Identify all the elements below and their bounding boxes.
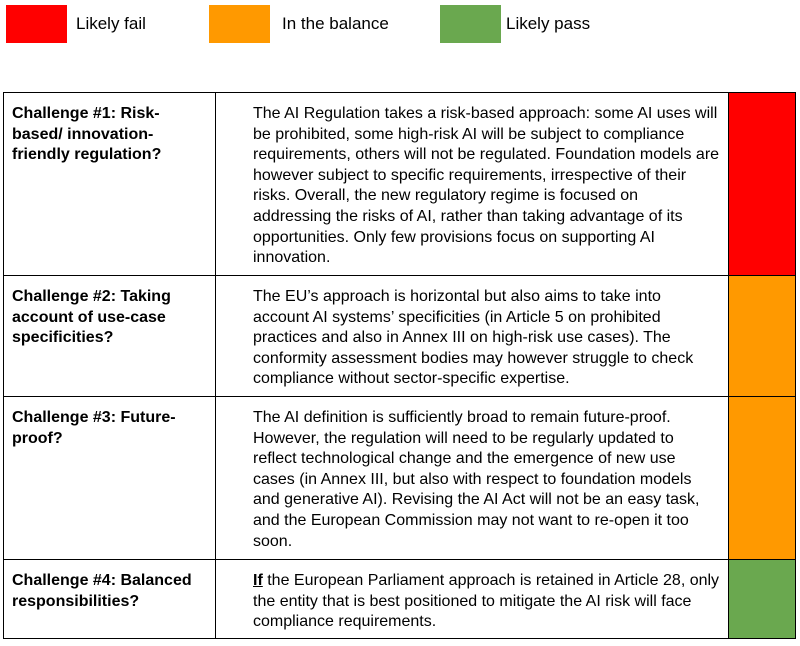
table-row	[4, 560, 796, 639]
table-row	[4, 93, 796, 276]
challenge-cell	[4, 93, 216, 276]
description-cell	[216, 93, 729, 276]
legend-label-in-the-balance: In the balance	[282, 14, 389, 33]
rating-cell	[729, 560, 796, 639]
challenge-cell	[4, 397, 216, 560]
description-cell	[216, 276, 729, 397]
challenge-title: Challenge #2: Taking account of use-case specificities?	[12, 288, 171, 346]
challenge-description: The EU’s approach is horizontal but also aims to take into account AI systems’ specificities (in Article 5 on prohibited practices and also in Annex III on high-risk use cases). The conformity assessment bodies may however struggle to check compliance without sector-specific expertise.	[253, 288, 694, 388]
challenge-title: Challenge #1: Risk-based/ innovation-friendly regulation?	[12, 105, 162, 163]
table-row	[4, 276, 796, 397]
legend-label-likely-fail: Likely fail	[76, 14, 146, 33]
rating-cell	[729, 93, 796, 276]
description-body: the European Parliament approach is retained in Article 28, only the entity that is best positioned to mitigate the AI risk will face compliance requirements.	[253, 572, 720, 631]
assessment-table	[3, 92, 796, 639]
challenge-description: The AI Regulation takes a risk-based approach: some AI uses will be prohibited, some high-risk AI will be subject to compliance requirements, others will not be regulated. Foundation models are however subject to specific requirements, irrespective of their risks. Overall, the new regulatory regime is focused on addressing the risks of AI, rather than taking advantage of its opportunities. Only few provisions focus on supporting AI innovation.	[253, 105, 720, 267]
challenge-cell	[4, 560, 216, 639]
legend	[0, 0, 800, 50]
rating-cell	[729, 276, 796, 397]
legend-swatch-in-the-balance	[209, 5, 270, 43]
challenge-description: The AI definition is sufficiently broad to remain future-proof. However, the regulation will need to be regularly updated to reflect technological change and the emergence of new use cases (in Annex III, but also with respect to foundation models and generative AI). Revising the AI Act will not be an easy task, and the European Commission may not want to re-open it too soon.	[253, 409, 700, 550]
table-row	[4, 397, 796, 560]
description-cell	[216, 397, 729, 560]
challenge-description	[216, 560, 728, 633]
legend-swatch-likely-pass	[440, 5, 501, 43]
challenge-cell	[4, 276, 216, 397]
legend-swatch-likely-fail	[6, 5, 67, 43]
description-cell	[216, 560, 729, 639]
challenge-title: Challenge #3: Future-proof?	[12, 409, 176, 447]
rating-cell	[729, 397, 796, 560]
challenge-title: Challenge #4: Balanced responsibilities?	[12, 572, 192, 610]
legend-label-likely-pass: Likely pass	[506, 14, 591, 33]
description-lead: If	[253, 572, 263, 589]
